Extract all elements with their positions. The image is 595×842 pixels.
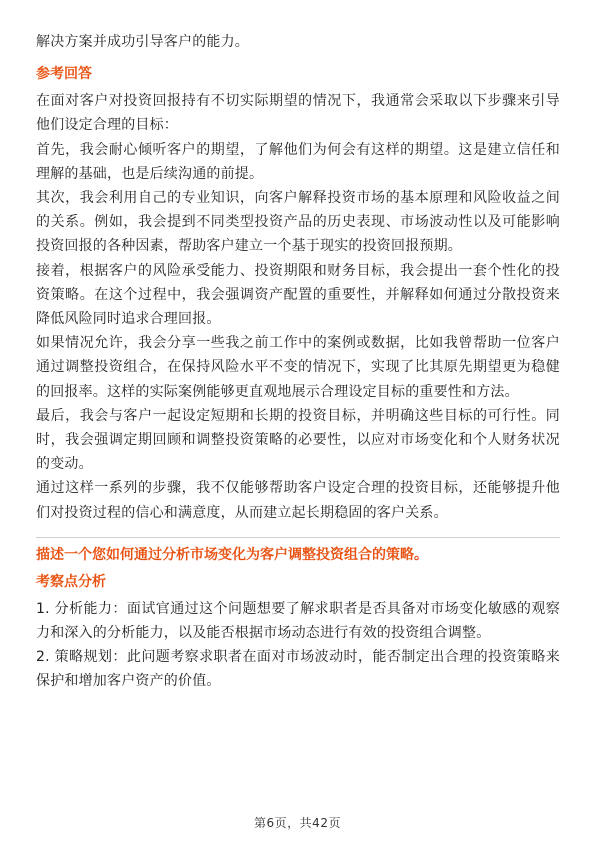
- question-heading: 描述一个您如何通过分析市场变化为客户调整投资组合的策略。: [36, 546, 428, 563]
- answer-paragraph: 最后，我会与客户一起设定短期和长期的投资目标，并明确这些目标的可行性。同时，我会强调定期回顾和调整投资策略的必要性，以应对市场变化和个人财务状况的变动。: [36, 407, 560, 473]
- page-number-footer: 第6页，共42页: [254, 816, 341, 830]
- answer-paragraph: 通过这样一系列的步骤，我不仅能够帮助客户设定合理的投资目标，还能够提升他们对投资过程的信心和满意度，从而建立起长期稳固的客户关系。: [36, 480, 560, 521]
- section-divider: [36, 537, 560, 538]
- answer-paragraph: 接着，根据客户的风险承受能力、投资期限和财务目标，我会提出一套个性化的投资策略。在这个过程中，我会强调资产配置的重要性，并解释如何通过分散投资来降低风险同时追求合理回报。: [36, 262, 560, 328]
- analysis-item: 1. 分析能力：面试官通过这个问题想要了解求职者是否具备对市场变化敏感的观察力和深入的分析能力，以及能否根据市场动态进行有效的投资组合调整。: [36, 600, 560, 642]
- analysis-item: 2. 策略规划：此问题考察求职者在面对市场波动时，能否制定出合理的投资策略来保护和增加客户资产的价值。: [36, 649, 560, 690]
- answer-paragraph: 其次，我会利用自己的专业知识，向客户解释投资市场的基本原理和风险收益之间的关系。例如，我会提到不同类型投资产品的历史表现、市场波动性以及可能影响投资回报的各种因素，帮助客户建立一个基于现实的投资回报预期。: [36, 190, 560, 255]
- reference-answer-heading: 参考回答: [36, 66, 92, 83]
- answer-paragraph: 在面对客户对投资回报持有不切实际期望的情况下，我通常会采取以下步骤来引导他们设定合理的目标：: [36, 93, 560, 134]
- intro-tail-text: 解决方案并成功引导客户的能力。: [36, 34, 249, 50]
- answer-paragraph: 首先，我会耐心倾听客户的期望，了解他们为何会有这样的期望。这是建立信任和理解的基础，也是后续沟通的前提。: [36, 141, 560, 182]
- answer-paragraph: 如果情况允许，我会分享一些我之前工作中的案例或数据，比如我曾帮助一位客户通过调整投资组合，在保持风险水平不变的情况下，实现了比其原先期望更为稳健的回报率。这样的实际案例能够更直观地展示合理设定目标的重要性和方法。: [36, 335, 560, 400]
- analysis-heading: 考察点分析: [36, 573, 106, 590]
- document-page: [36, 30, 560, 694]
